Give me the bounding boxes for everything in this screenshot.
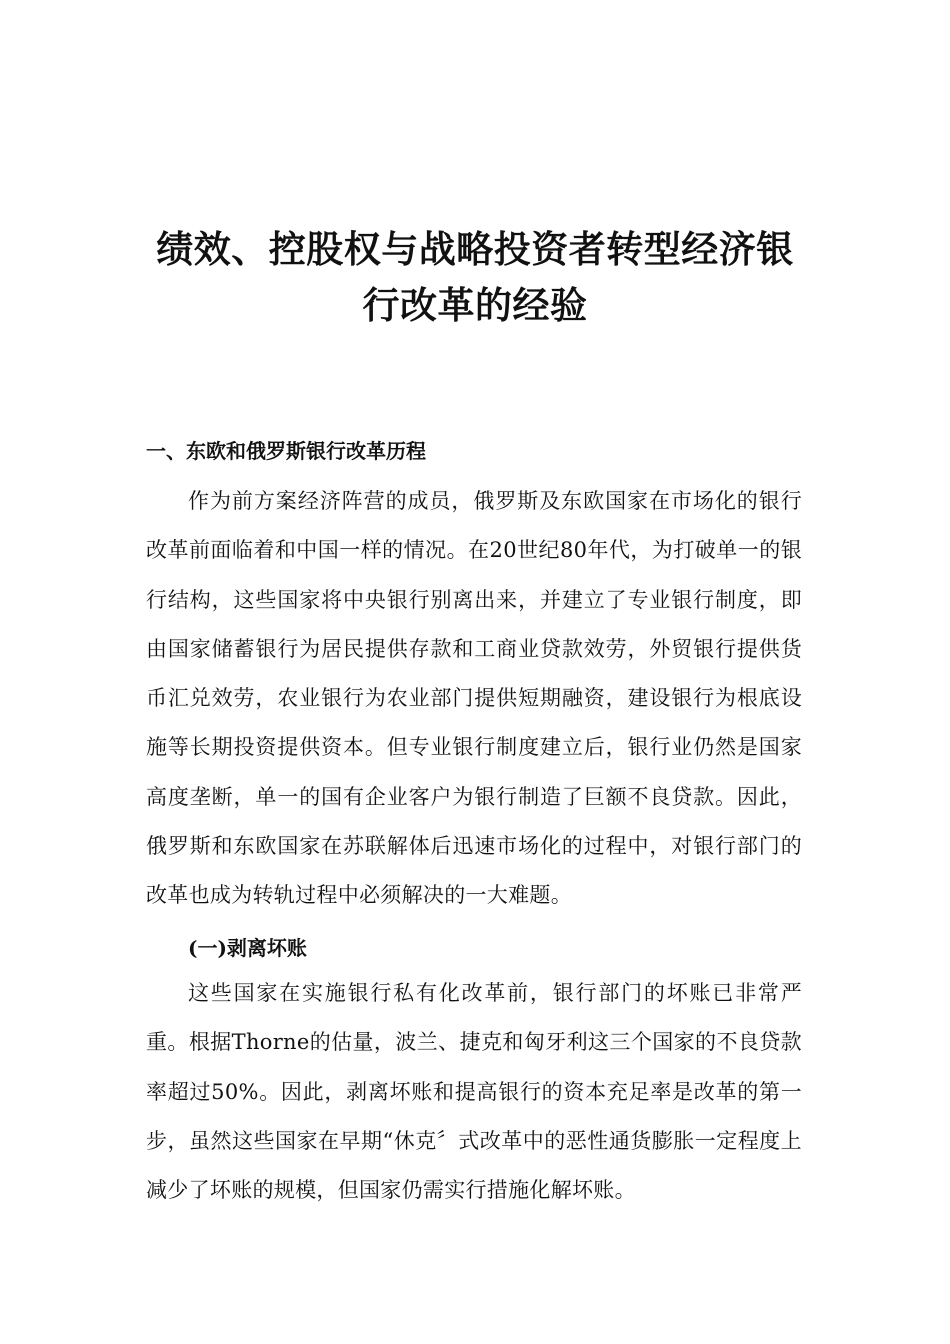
title-line-2: 行改革的经验	[362, 284, 588, 327]
section-heading: 一、东欧和俄罗斯银行改革历程	[146, 439, 426, 463]
title-line-1: 绩效、控股权与战略投资者转型经济银	[156, 228, 794, 271]
body-paragraph-2: 这些国家在实施银行私有化改革前，银行部门的坏账已非常严重。根据Thorne的估量，波兰、捷克和匈牙利这三个国家的不良贷款率超过50%。因此，剥离坏账和提高银行的资本充足率是改革的第一步，虽然这些国家在早期“休克〞式改革中的恶性通货膨胀一定程度上减少了坏账的规模，但国家仍需实行措施化解坏账。	[146, 981, 802, 1203]
subsection-heading: (一)剥离坏账	[188, 936, 307, 960]
document-title	[110, 222, 840, 334]
body-paragraph-1: 作为前方案经济阵营的成员，俄罗斯及东欧国家在市场化的银行改革前面临着和中国一样的情况。在20世纪80年代，为打破单一的银行结构，这些国家将中央银行别离出来，并建立了专业银行制度，即由国家储蓄银行为居民提供存款和工商业贷款效劳，外贸银行提供货币汇兑效劳，农业银行为农业部门提供短期融资，建设银行为根底设施等长期投资提供资本。但专业银行制度建立后，银行业仍然是国家高度垄断，单一的国有企业客户为银行制造了巨额不良贷款。因此，俄罗斯和东欧国家在苏联解体后迅速市场化的过程中，对银行部门的改革也成为转轨过程中必须解决的一大难题。	[146, 489, 802, 908]
